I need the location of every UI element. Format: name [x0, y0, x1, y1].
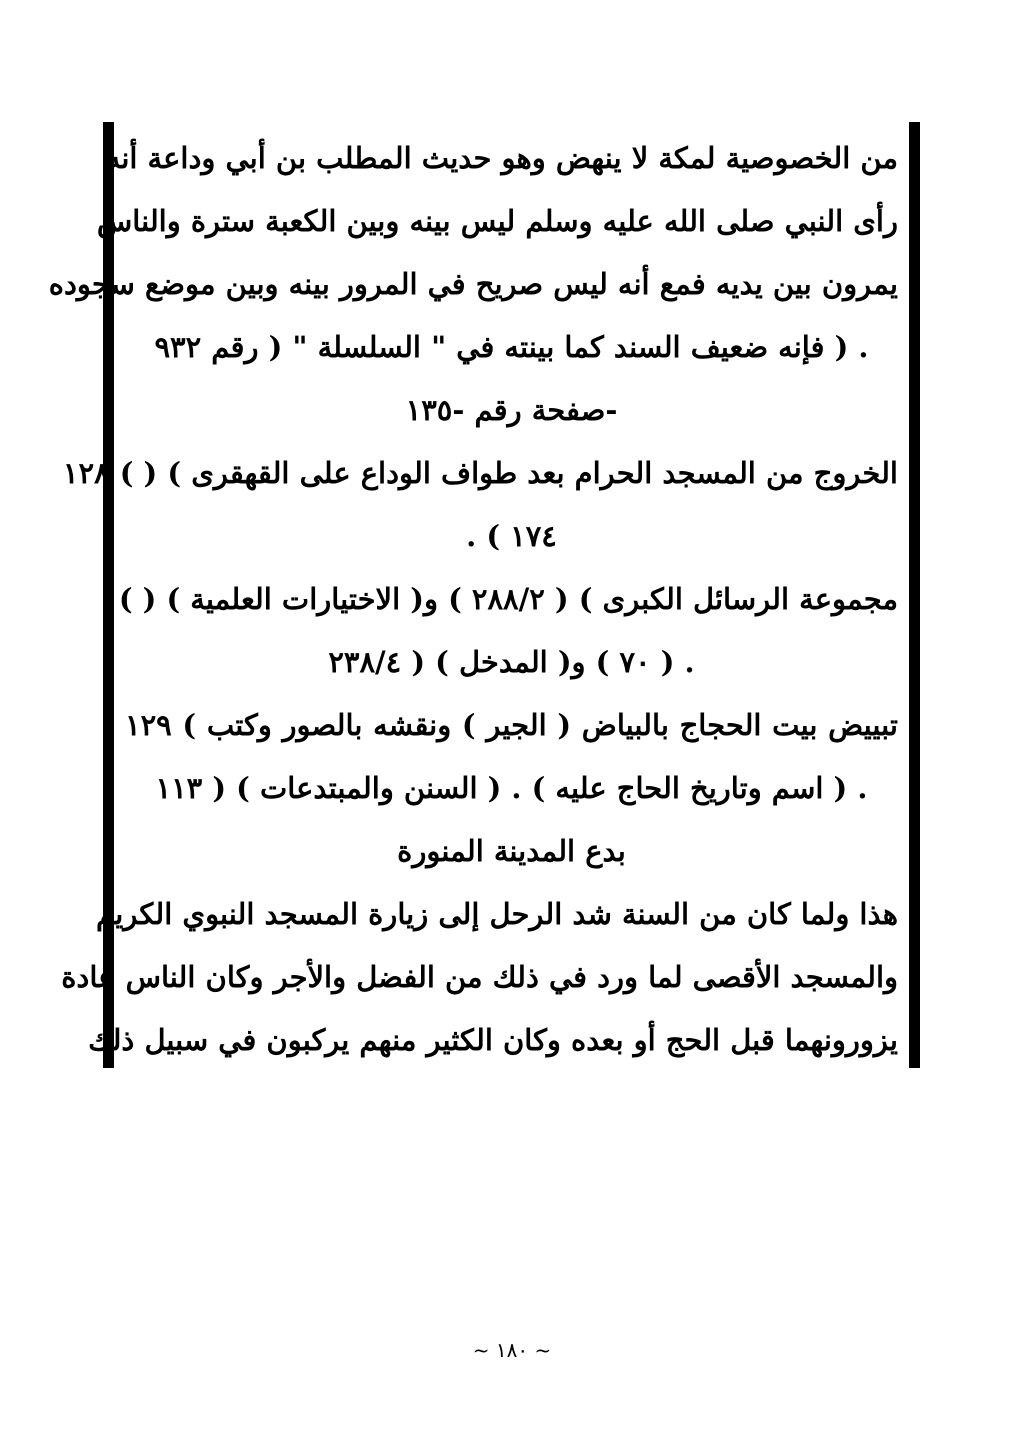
section-heading: بدع المدينة المنورة: [397, 834, 626, 868]
text-line: مجموعة الرسائل الكبرى ) ( ٢٨٨/٢ ) و( الاختيارات العلمية ) ( ): [118, 582, 898, 616]
text-line: من الخصوصية لمكة لا ينهض وهو حديث المطلب بن أبي وداعة أنه: [105, 141, 898, 175]
text-line: . ( اسم وتاريخ الحاج عليه ) . ( السنن والمبتدعات ) ( ١١٣: [155, 771, 868, 805]
text-line: هذا ولما كان من السنة شد الرحل إلى زيارة المسجد النبوي الكريم: [96, 897, 898, 931]
text-body: [48, 122, 898, 1068]
page-number: ~ ١٨٠ ~: [472, 1338, 552, 1362]
text-line: تبييض بيت الحجاج بالبياض ( الجير ) ونقشه بالصور وكتب ) ١٢٩: [125, 708, 898, 742]
text-line: . ( فإنه ضعيف السند كما بينته في " السلسلة " ( رقم ٩٣٢: [154, 330, 869, 364]
text-line: يزورونهما قبل الحج أو بعده وكان الكثير منهم يركبون في سبيل ذلك: [88, 1023, 898, 1057]
text-line: . ( ٧٠ ) و( المدخل ) ( ٢٣٨/٤: [328, 645, 695, 679]
text-line: رأى النبي صلى الله عليه وسلم ليس بينه وبين الكعبة سترة والناس: [96, 204, 898, 238]
text-line: الخروج من المسجد الحرام بعد طواف الوداع على القهقرى ) ( ) ١٢٨: [62, 456, 898, 490]
text-line: والمسجد الأقصى لما ورد في ذلك من الفضل والأجر وكان الناس عادة: [61, 960, 898, 994]
page-reference-line: -صفحة رقم -١٣٥: [405, 393, 618, 427]
page-frame: [48, 122, 920, 1068]
text-line: . ( ١٧٤: [466, 519, 557, 553]
right-border-rule: [909, 122, 920, 1068]
text-line: يمرون بين يديه فمع أنه ليس صريح في المرور بينه وبين موضع سجوده: [48, 267, 898, 301]
